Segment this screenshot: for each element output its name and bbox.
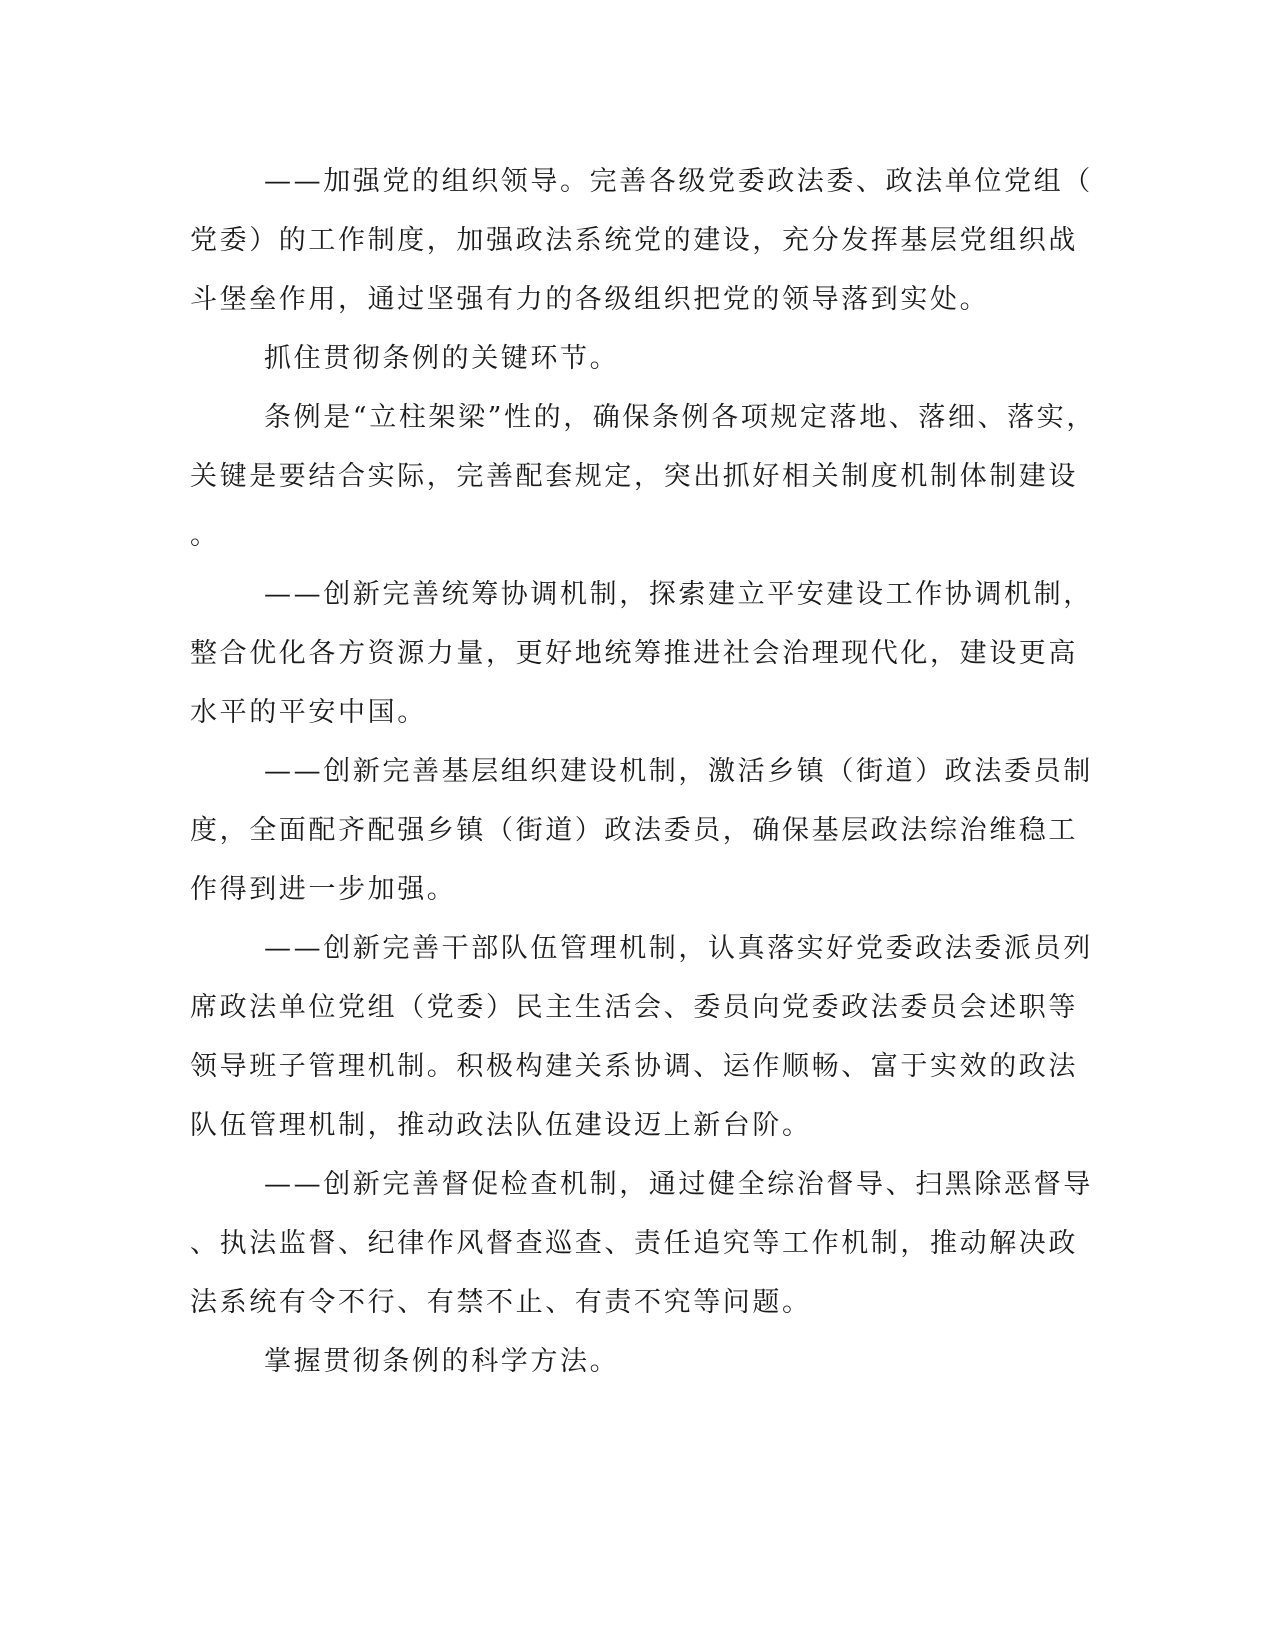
- text-line: ——创新完善干部队伍管理机制，认真落实好党委政法委派员列: [264, 933, 1093, 964]
- text-line: ——创新完善督促检查机制，通过健全综治督导、扫黑除恶督导: [264, 1169, 1093, 1200]
- text-line: ——加强党的组织领导。完善各级党委政法委、政法单位党组（: [264, 166, 1093, 197]
- text-line: 、执法监督、纪律作风督查巡查、责任追究等工作机制，推动解决政: [190, 1228, 1078, 1259]
- text-line: 斗堡垒作用，通过坚强有力的各级组织把党的领导落到实处。: [190, 284, 990, 315]
- text-line: 作得到进一步加强。: [190, 874, 457, 905]
- text-line: 条例是“立柱架梁”性的，确保条例各项规定落地、落细、落实，: [264, 402, 1097, 433]
- text-line: 党委）的工作制度，加强政法系统党的建设，充分发挥基层党组织战: [190, 225, 1078, 256]
- text-line: 席政法单位党组（党委）民主生活会、委员向党委政法委员会述职等: [190, 992, 1078, 1023]
- text-line: 掌握贯彻条例的科学方法。: [264, 1346, 620, 1377]
- text-line: 队伍管理机制，推动政法队伍建设迈上新台阶。: [190, 1110, 812, 1141]
- text-line: 整合优化各方资源力量，更好地统筹推进社会治理现代化，建设更高: [190, 638, 1078, 669]
- text-line: 关键是要结合实际，完善配套规定，突出抓好相关制度机制体制建设: [190, 461, 1078, 492]
- text-line: 法系统有令不行、有禁不止、有责不究等问题。: [190, 1287, 812, 1318]
- text-line: 度，全面配齐配强乡镇（街道）政法委员，确保基层政法综治维稳工: [190, 815, 1078, 846]
- text-line: ——创新完善基层组织建设机制，激活乡镇（街道）政法委员制: [264, 756, 1093, 787]
- text-line: 水平的平安中国。: [190, 697, 427, 728]
- text-line: 。: [190, 520, 220, 551]
- text-line: 领导班子管理机制。积极构建关系协调、运作顺畅、富于实效的政法: [190, 1051, 1078, 1082]
- text-line: ——创新完善统筹协调机制，探索建立平安建设工作协调机制，: [264, 579, 1093, 610]
- text-line: 抓住贯彻条例的关键环节。: [264, 343, 620, 374]
